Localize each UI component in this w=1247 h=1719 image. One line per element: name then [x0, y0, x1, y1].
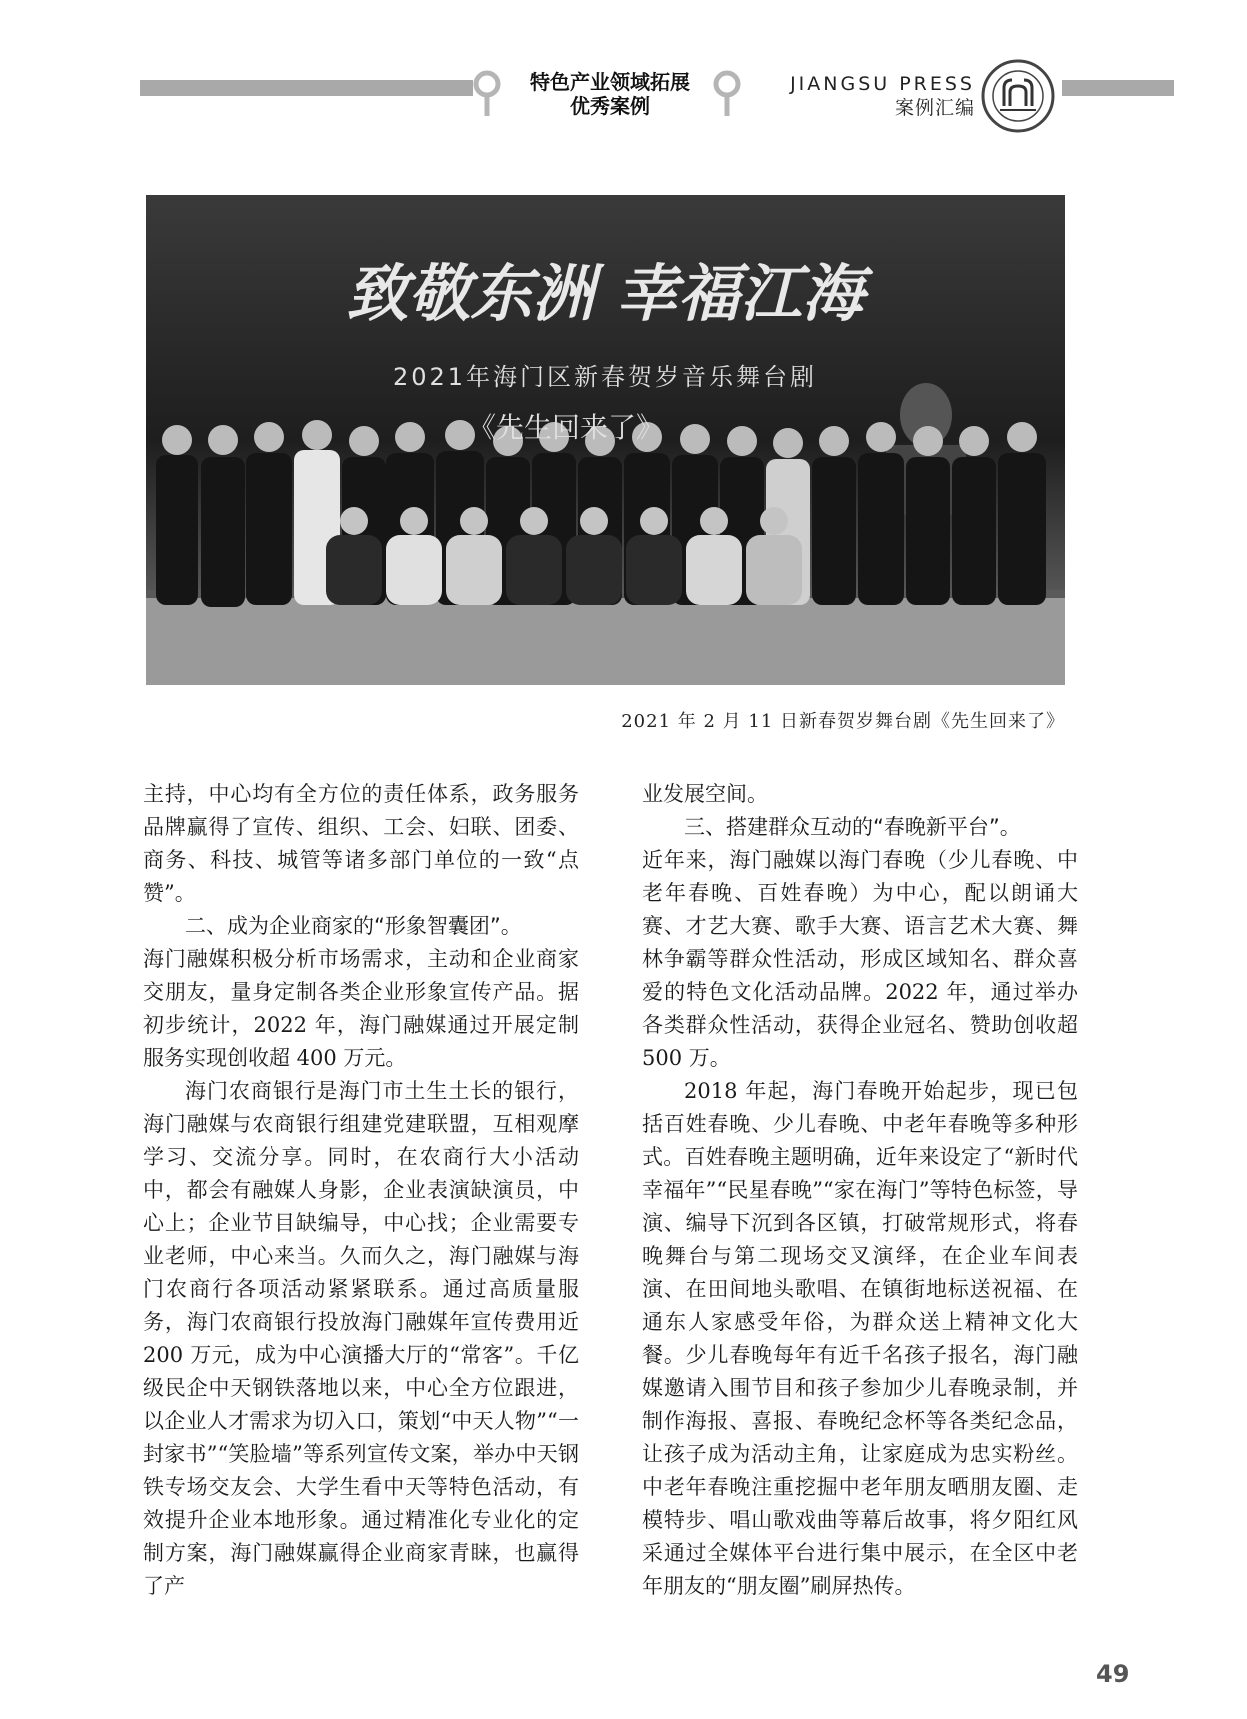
left-column [143, 778, 579, 1603]
page-number: 49 [1096, 1660, 1130, 1688]
section-heading-2: 二、成为企业商家的“形象智囊团”。 [185, 914, 522, 938]
paragraph: 海门农商银行是海门市土生土长的银行，海门融媒与农商银行组建党建联盟，互相观摩学习、交流分享。同时，在农商行大小活动中，都会有融媒人身影，企业表演缺演员，中心上；企业节目缺编导，中心找；企业需要专业老师，中心来当。久而久之，海门融媒与海门农商行各项活动紧紧联系。通过高质量服务，海门农商银行投放海门融媒年宣传费用近 200 万元，成为中心演播大厅的“常客”。千亿级民企中天钢铁落地以来，中心全方位跟进，以企业人才需求为切入口，策划“中天人物”“一封家书”“笑脸墙”等系列宣传文案，举办中天钢铁专场交友会、大学生看中天等特色活动，有效提升企业本地形象。通过精准化专业化的定制方案，海门融媒赢得企业商家青睐，也赢得了产 [143, 1079, 579, 1598]
paragraph: 近年来，海门融媒以海门春晚（少儿春晚、中老年春晚、百姓春晚）为中心，配以朗诵大赛、才艺大赛、歌手大赛、语言艺术大赛、舞林争霸等群众性活动，形成区域知名、群众喜爱的特色文化活动品牌。2022 年，通过举办各类群众性活动，获得企业冠名、赞助创收超 500 万。 [642, 848, 1078, 1070]
publication-subtitle: 案例汇编 [894, 97, 975, 119]
group-photo [146, 195, 1065, 685]
paragraph: 主持，中心均有全方位的责任体系，政务服务品牌赢得了宣传、组织、工会、妇联、团委、商务、科技、城管等诸多部门单位的一致“点赞”。 [143, 782, 579, 905]
right-column [642, 778, 1078, 1603]
paragraph: 业发展空间。 [642, 782, 768, 806]
association-seal-logo [980, 58, 1056, 134]
section-heading-3: 三、搭建群众互动的“春晚新平台”。 [684, 815, 1021, 839]
paragraph: 2018 年起，海门春晚开始起步，现已包括百姓春晚、少儿春晚、中老年春晚等多种形式。百姓春晚主题明确，近年来设定了“新时代 幸福年”“民星春晚”“家在海门”等特色标签，导演、编导下沉到各区镇，打破常规形式，将春晚舞台与第二现场交叉演绎，在企业车间表演、在田间地头歌唱、在镇街地标送祝福、在通东人家感受年俗，为群众送上精神文化大餐。少儿春晚每年有近千名孩子报名，海门融媒邀请入围节目和孩子参加少儿春晚录制，并制作海报、喜报、春晚纪念杯等各类纪念品，让孩子成为活动主角，让家庭成为忠实粉丝。中老年春晚注重挖掘中老年朋友晒朋友圈、走模特步、唱山歌戏曲等幕后故事，将夕阳红风采通过全媒体平台进行集中展示，在全区中老年朋友的“朋友圈”刷屏热传。 [642, 1079, 1078, 1598]
publication-name: JIANGSU PRESS 案例汇编 [765, 72, 975, 120]
location-pin-icon [472, 70, 502, 118]
banner-show-name: 《先生回来了》 [467, 411, 665, 444]
photo-caption: 2021 年 2 月 11 日新春贺岁舞台剧《先生回来了》 [621, 711, 1065, 732]
section-title: 特色产业领域拓展 优秀案例 [530, 70, 690, 118]
banner-title: 致敬东洲 幸福江海 [346, 257, 864, 330]
header-bar-right [1062, 80, 1174, 96]
header-bar-left [140, 80, 473, 96]
paragraph: 海门融媒积极分析市场需求，主动和企业商家交朋友，量身定制各类企业形象宣传产品。据初步统计，2022 年，海门融媒通过开展定制服务实现创收超 400 万元。 [143, 947, 579, 1070]
location-pin-icon [712, 70, 742, 118]
banner-subtitle: 2021年海门区新春贺岁音乐舞台剧 [392, 363, 818, 391]
